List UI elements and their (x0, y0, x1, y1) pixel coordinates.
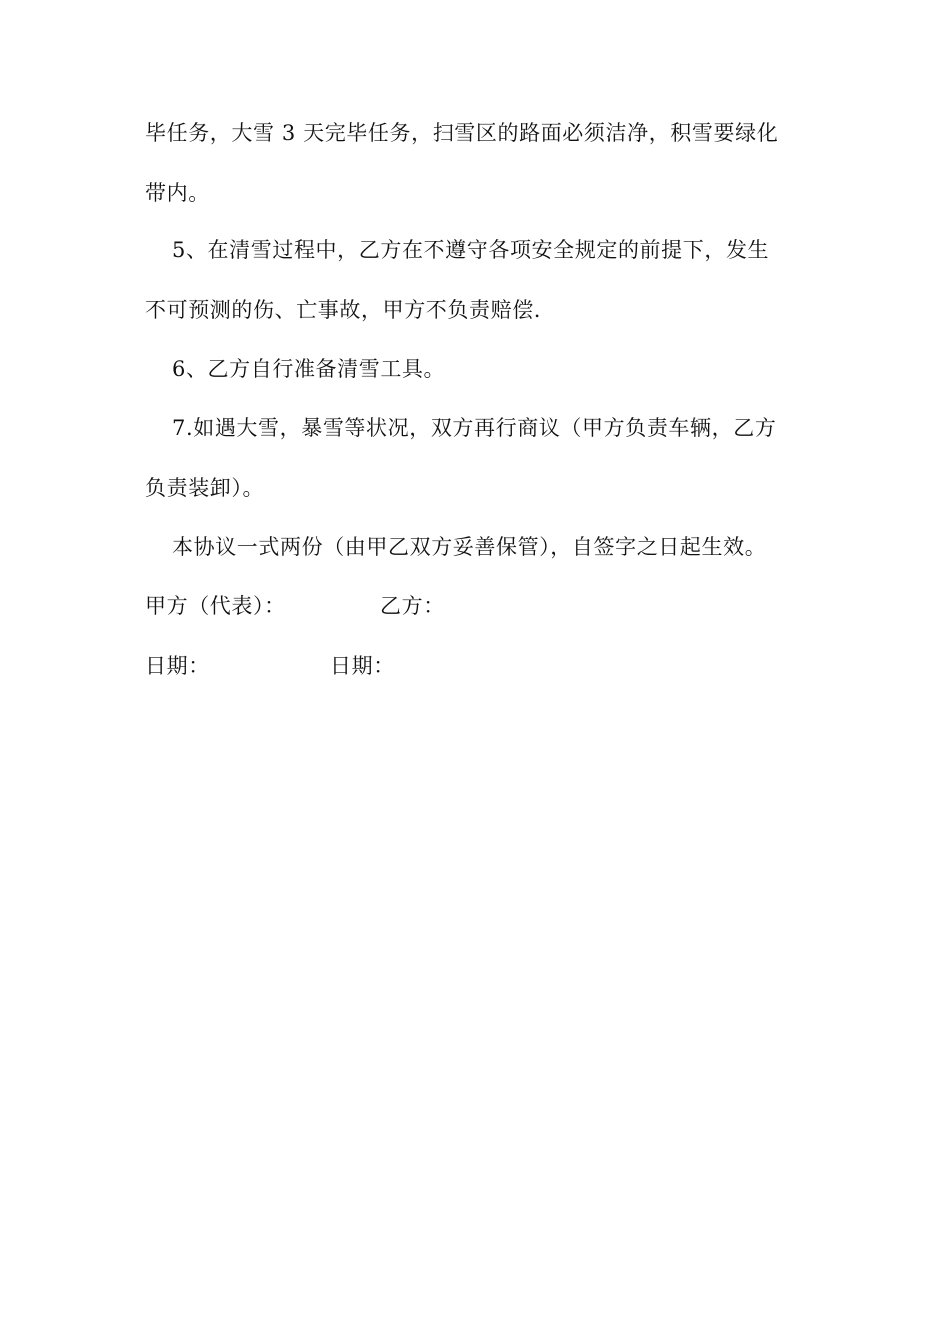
party-b-label: 乙方： (380, 594, 445, 618)
date-b-label: 日期： (330, 654, 395, 678)
date-a-label: 日期： (145, 654, 210, 678)
paragraph-line: 本协议一式两份（由甲乙双方妥善保管），自签字之日起生效。 (172, 535, 767, 559)
paragraph-line: 7.如遇大雪，暴雪等状况，双方再行商议（甲方负责车辆，乙方 (172, 416, 777, 440)
paragraph-line: 负责装卸）。 (145, 476, 265, 500)
party-a-label: 甲方（代表）： (145, 594, 286, 618)
paragraph-line: 6、乙方自行准备清雪工具。 (172, 357, 446, 381)
paragraph-line: 5、在清雪过程中，乙方在不遵守各项安全规定的前提下，发生 (172, 238, 770, 262)
paragraph-line: 带内。 (145, 181, 210, 205)
paragraph-line: 不可预测的伤、亡事故，甲方不负责赔偿. (145, 298, 542, 322)
paragraph-line: 毕任务，大雪 3 天完毕任务，扫雪区的路面必须洁净，积雪要绿化 (145, 121, 779, 145)
